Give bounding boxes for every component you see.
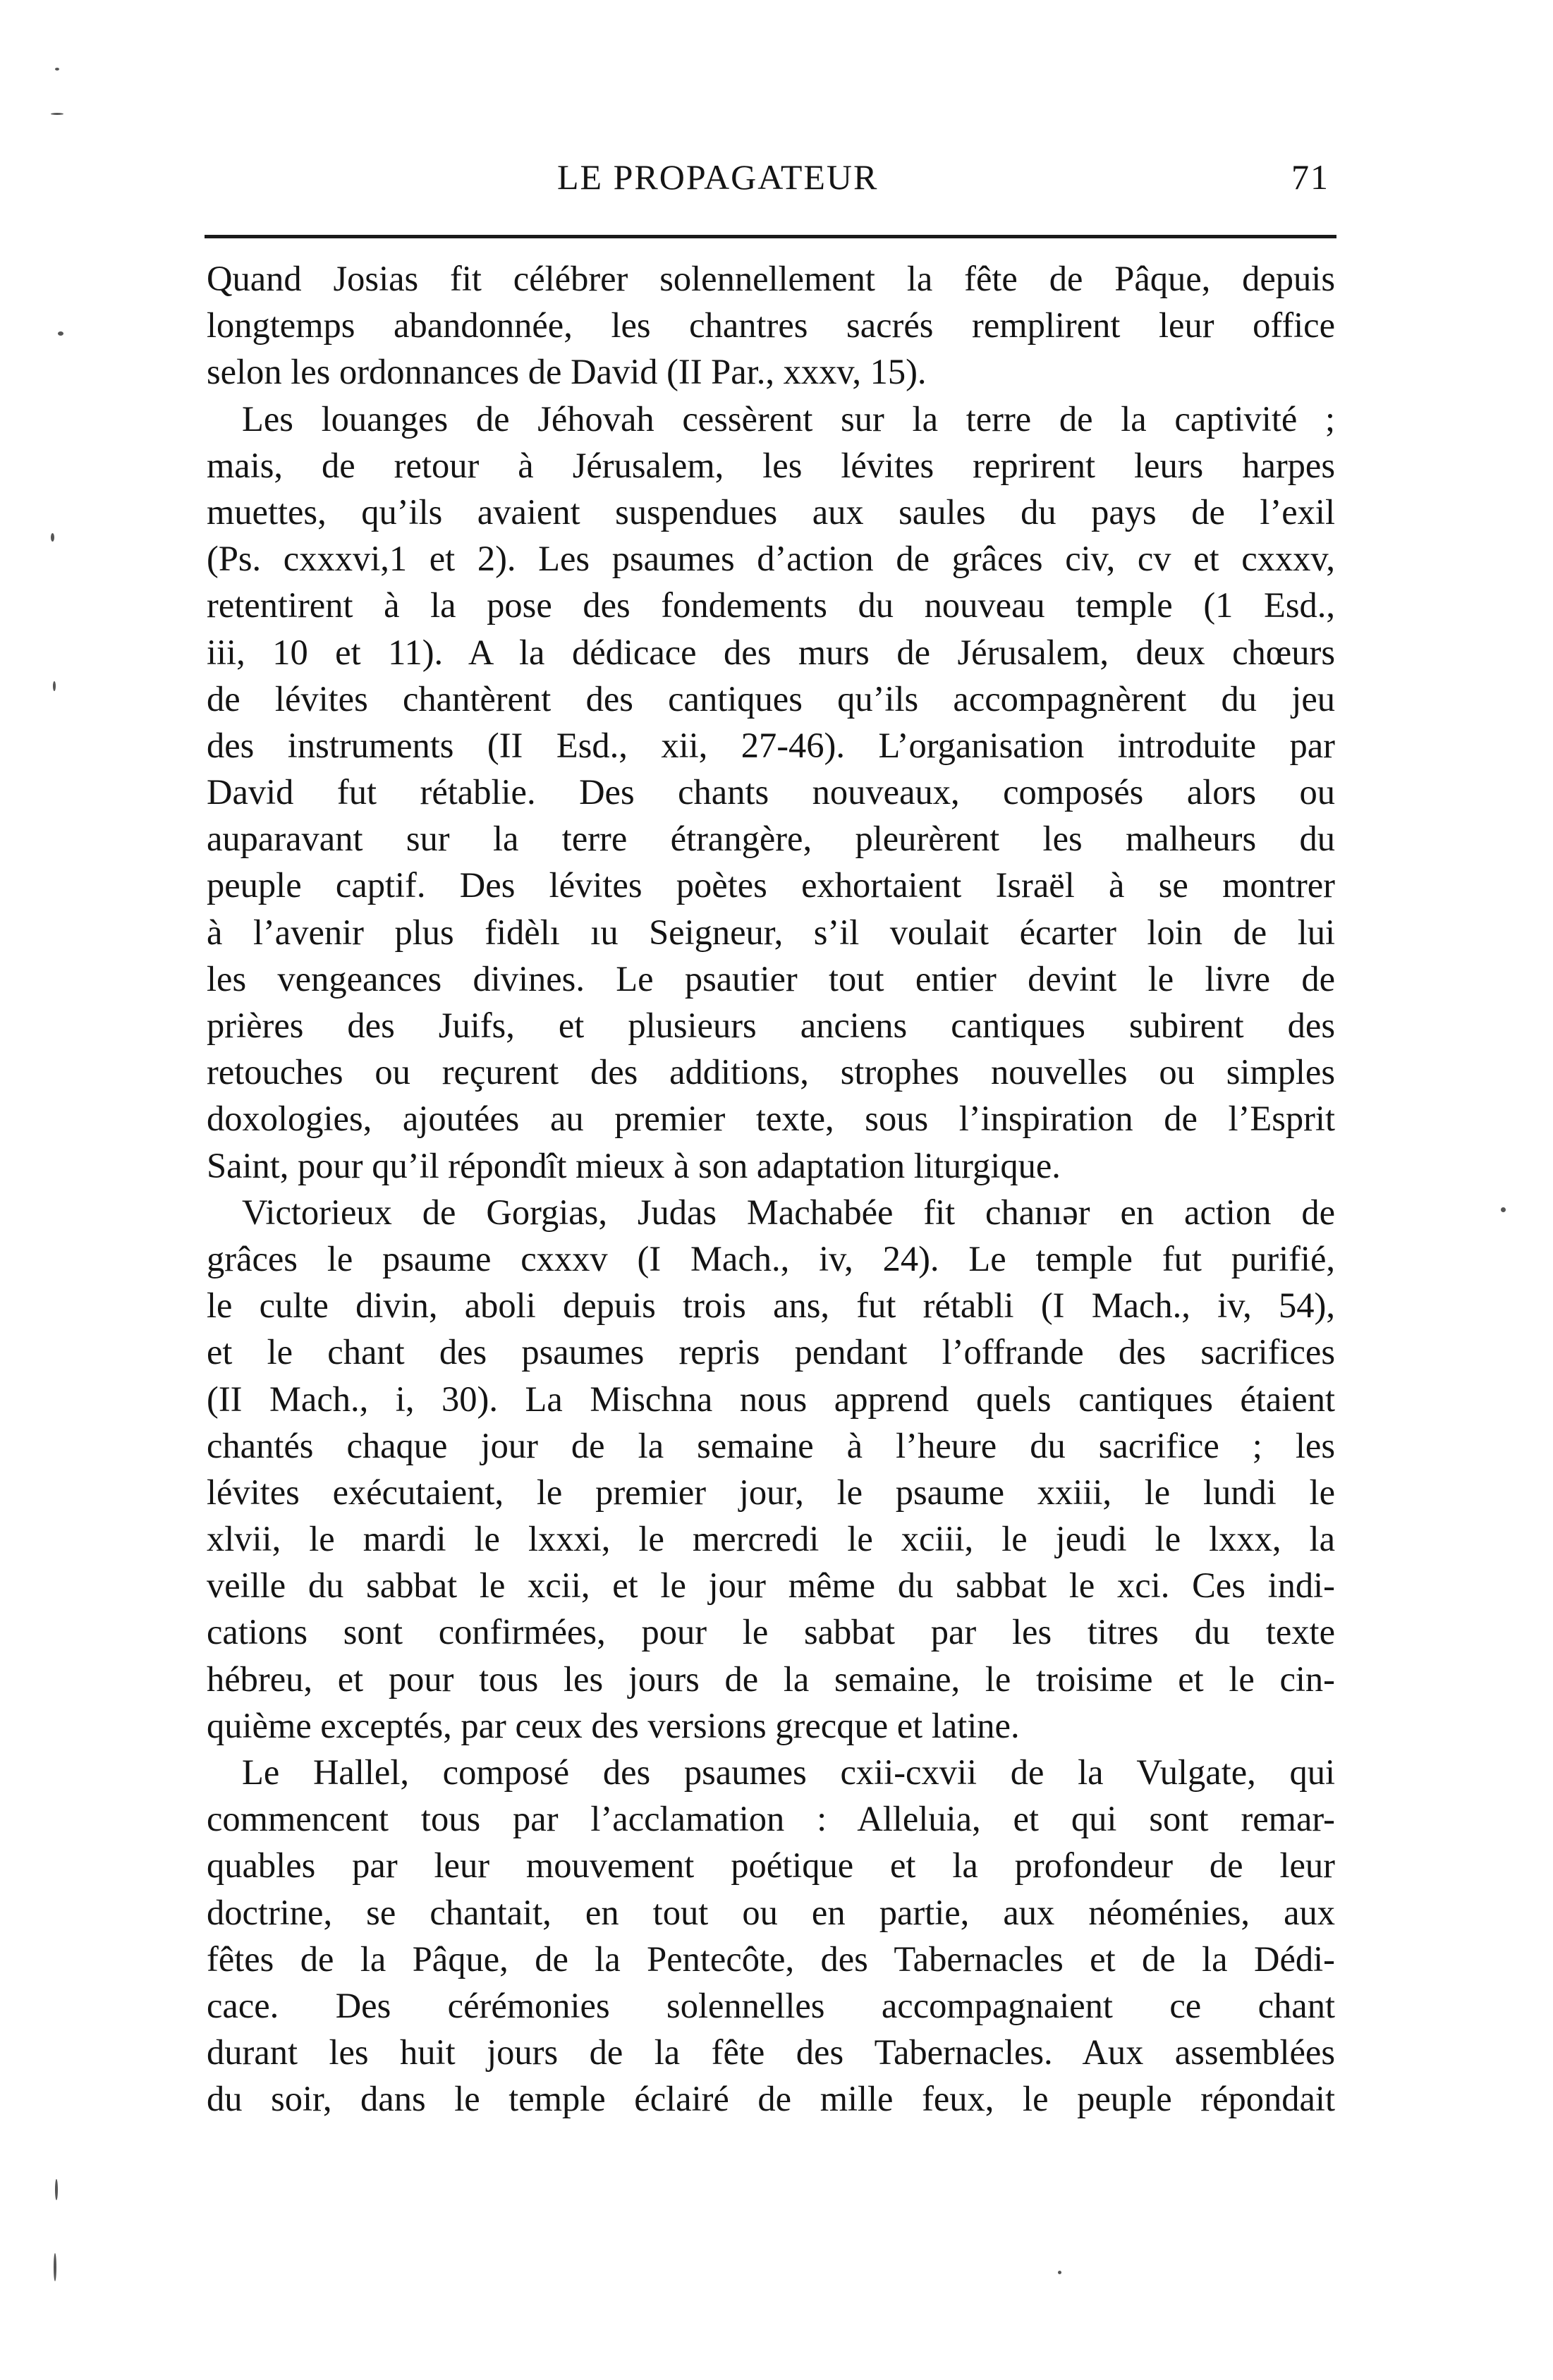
text-line: cace. Des cérémonies solennelles accompagnaient ce chant (207, 1985, 1335, 2025)
text-line: quables par leur mouvement poétique et la profondeur de leur (207, 1845, 1335, 1886)
scan-speck (53, 681, 56, 691)
paragraph (207, 396, 1335, 1189)
running-header (205, 157, 1329, 206)
text-line: David fut rétablie. Des chants nouveaux, composés alors ou (207, 772, 1335, 812)
text-line: peuple captif. Des lévites poètes exhortaient Israël à se montrer (207, 865, 1335, 905)
text-line: et le chant des psaumes repris pendant l’offrande des sacrifices (207, 1332, 1335, 1372)
text-line: Les louanges de Jéhovah cessèrent sur la terre de la captivité ; (242, 398, 1335, 439)
text-line: grâces le psaume cxxxv (I Mach., iv, 24). Le temple fut purifié, (207, 1238, 1335, 1279)
text-line: retentirent à la pose des fondements du nouveau temple (1 Esd., (207, 585, 1335, 625)
text-line: Le Hallel, composé des psaumes cxii-cxvii de la Vulgate, qui (242, 1752, 1335, 1792)
text-line: (Ps. cxxxvi,1 et 2). Les psaumes d’action de grâces civ, cv et cxxxv, (207, 539, 1335, 579)
text-line: Victorieux de Gorgias, Judas Machabée fit chanıər en action de (242, 1192, 1335, 1232)
text-line: (II Mach., i, 30). La Mischna nous apprend quels cantiques étaient (207, 1379, 1335, 1419)
scan-speck (1501, 1207, 1506, 1212)
scan-speck (54, 2253, 56, 2281)
body-text (207, 255, 1335, 2123)
text-line: xlvii, le mardi le lxxxi, le mercredi le xciii, le jeudi le lxxx, la (207, 1519, 1335, 1559)
text-line: hébreu, et pour tous les jours de la semaine, le troisime et le cin- (207, 1659, 1335, 1699)
text-line: cations sont confirmées, pour le sabbat par les titres du texte (207, 1612, 1335, 1652)
text-line: fêtes de la Pâque, de la Pentecôte, des Tabernacles et de la Dédi- (207, 1939, 1335, 1979)
text-line: muettes, qu’ils avaient suspendues aux saules du pays de l’exil (207, 492, 1335, 532)
scan-speck (1058, 2271, 1061, 2274)
text-line: des instruments (II Esd., xii, 27-46). L’organisation introduite par (207, 725, 1335, 765)
text-line: veille du sabbat le xcii, et le jour même du sabbat le xci. Ces indi- (207, 1566, 1335, 1606)
header-rule (205, 235, 1336, 238)
text-line: commencent tous par l’acclamation : Alleluia, et qui sont remar- (207, 1799, 1335, 1839)
text-line: Saint, pour qu’il répondît mieux à son adaptation liturgique. (207, 1145, 1061, 1185)
paragraph (207, 255, 1335, 396)
text-line: doctrine, se chantait, en tout ou en partie, aux néoménies, aux (207, 1892, 1335, 1932)
text-line: chantés chaque jour de la semaine à l’heure du sacrifice ; les (207, 1425, 1335, 1465)
text-line: doxologies, ajoutées au premier texte, sous l’inspiration de l’Esprit (207, 1099, 1335, 1139)
text-line: quième exceptés, par ceux des versions grecque et latine. (207, 1705, 1020, 1745)
paragraph (207, 1189, 1335, 1749)
text-line: retouches ou reçurent des additions, strophes nouvelles ou simples (207, 1052, 1335, 1092)
text-line: longtemps abandonnée, les chantres sacrés remplirent leur office (207, 305, 1335, 346)
scan-speck (51, 113, 63, 115)
paragraph (207, 1749, 1335, 2123)
scan-speck (58, 331, 63, 336)
text-line: le culte divin, aboli depuis trois ans, fut rétabli (I Mach., iv, 54), (207, 1286, 1335, 1326)
running-title: LE PROPAGATEUR (557, 157, 879, 197)
text-line: lévites exécutaient, le premier jour, le psaume xxiii, le lundi le (207, 1472, 1335, 1512)
page-number: 71 (1291, 157, 1329, 197)
scan-speck (55, 2179, 58, 2200)
text-line: les vengeances divines. Le psautier tout entier devint le livre de (207, 958, 1335, 999)
text-line: iii, 10 et 11). A la dédicace des murs de Jérusalem, deux chœurs (207, 632, 1335, 672)
text-line: du soir, dans le temple éclairé de mille feux, le peuple répondait (207, 2079, 1335, 2119)
text-line: auparavant sur la terre étrangère, pleurèrent les malheurs du (207, 819, 1335, 859)
text-line: prières des Juifs, et plusieurs anciens cantiques subirent des (207, 1006, 1335, 1045)
text-line: selon les ordonnances de David (II Par., xxxv, 15). (207, 352, 927, 392)
text-line: de lévites chantèrent des cantiques qu’ils accompagnèrent du jeu (207, 678, 1335, 719)
scan-speck (55, 68, 59, 71)
scan-speck (51, 533, 54, 542)
text-line: Quand Josias fit célébrer solennellement la fête de Pâque, depuis (207, 259, 1335, 298)
text-line: à l’avenir plus fidèlı ıu Seigneur, s’il voulait écarter loin de lui (207, 912, 1335, 952)
text-line: durant les huit jours de la fête des Tabernacles. Aux assemblées (207, 2032, 1335, 2073)
text-line: mais, de retour à Jérusalem, les lévites reprirent leurs harpes (207, 445, 1335, 485)
